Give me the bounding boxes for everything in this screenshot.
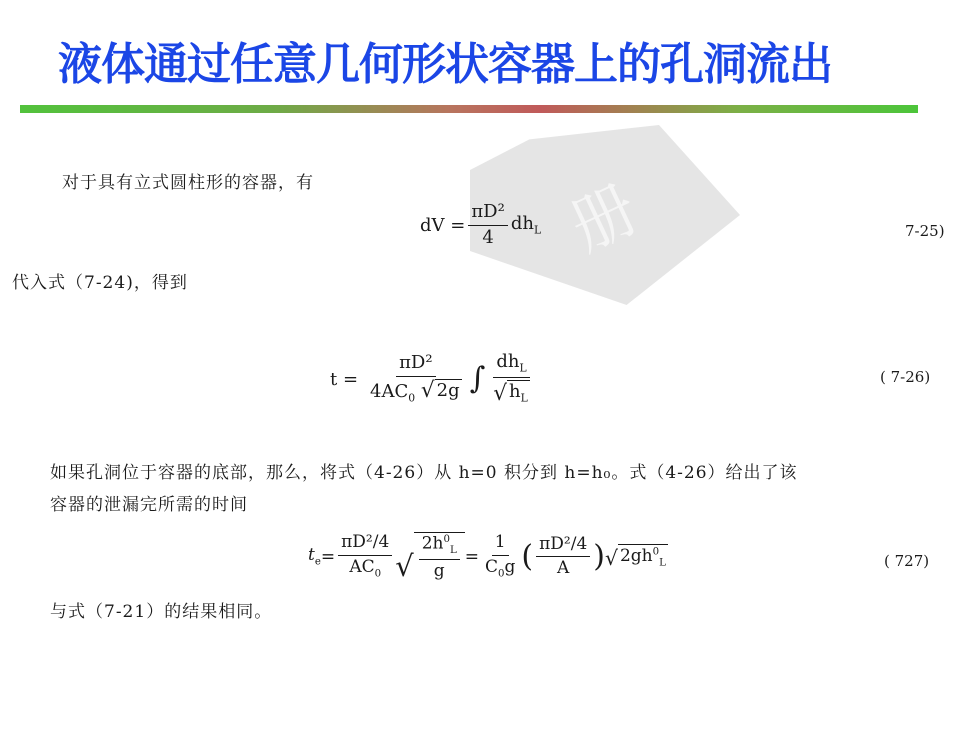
slide-title: 液体通过任意几何形状容器上的孔洞流出 <box>58 39 832 90</box>
eq26-integrand-numerator: $dh_L$ <box>493 352 529 378</box>
eq27-fraction-3: $\frac{\text{πD²/4}}{A}$ <box>536 535 590 579</box>
eq27-f1-denominator: $AC_0$ <box>349 556 382 580</box>
equation-7-27: $t_e$ = $\frac{\text{πD²/4}}{AC_0}$ √ $\frac{2h^0_L}{g}$ = $\frac{1}{C_0g}$ ( $\frac{\text{πD²/4}}{A}$ ) √ $2gh^0_L$ <box>308 532 666 584</box>
eq25-lhs: dV = <box>420 214 466 236</box>
eq27-fraction-2: $\frac{1}{C_0g}$ <box>484 532 516 580</box>
eq27-f1-numerator: πD²/4 <box>338 533 392 556</box>
eq26-fraction <box>367 353 465 405</box>
eq26-integrand <box>490 352 533 406</box>
eq27-equals-1: = <box>320 546 336 567</box>
paragraph-substitute: 代入式（7-24)，得到 <box>12 273 188 293</box>
paragraph-bottom-hole-line2: 容器的泄漏完所需的时间 <box>50 495 248 515</box>
eq25-rhs: $dh_L$ <box>510 213 542 237</box>
eq27-equals-2: = <box>464 546 479 567</box>
equation-7-26 <box>330 352 536 406</box>
eq27-lhs: $t_e$ <box>308 545 321 568</box>
paragraph-bottom-hole-line1: 如果孔洞位于容器的底部，那么，将式（4-26）从 h=0 积分到 h=h₀。式（4-26）给出了该 <box>50 463 798 483</box>
eq25-fraction <box>468 202 507 248</box>
eq-number-7-26: ( 7-26) <box>880 368 931 386</box>
eq25-denominator: 4 <box>482 226 494 248</box>
equation-7-25 <box>420 202 541 248</box>
eq26-denominator: $4AC_0$ √ 2g <box>370 377 460 405</box>
eq-number-7-27: ( 727) <box>884 552 930 570</box>
integral-sign: ∫ <box>469 361 486 397</box>
eq27-last-sqrt: √ $2gh^0_L$ <box>604 546 666 571</box>
eq27-sqrt-fraction: √ $\frac{2h^0_L}{g}$ <box>395 532 464 581</box>
paragraph-intro: 对于具有立式圆柱形的容器，有 <box>62 173 314 193</box>
eq25-numerator: πD² <box>468 202 507 226</box>
eq26-lhs: t = <box>330 368 359 390</box>
title-divider <box>20 105 918 113</box>
eq-number-7-25: 7-25) <box>905 222 945 240</box>
paragraph-conclusion: 与式（7-21）的结果相同。 <box>50 602 273 622</box>
watermark-glyph: 册 <box>559 172 650 267</box>
eq26-integrand-denominator: √ $h_L$ <box>493 381 528 407</box>
eq26-numerator: πD² <box>396 353 435 377</box>
eq27-fraction-1 <box>338 533 392 580</box>
